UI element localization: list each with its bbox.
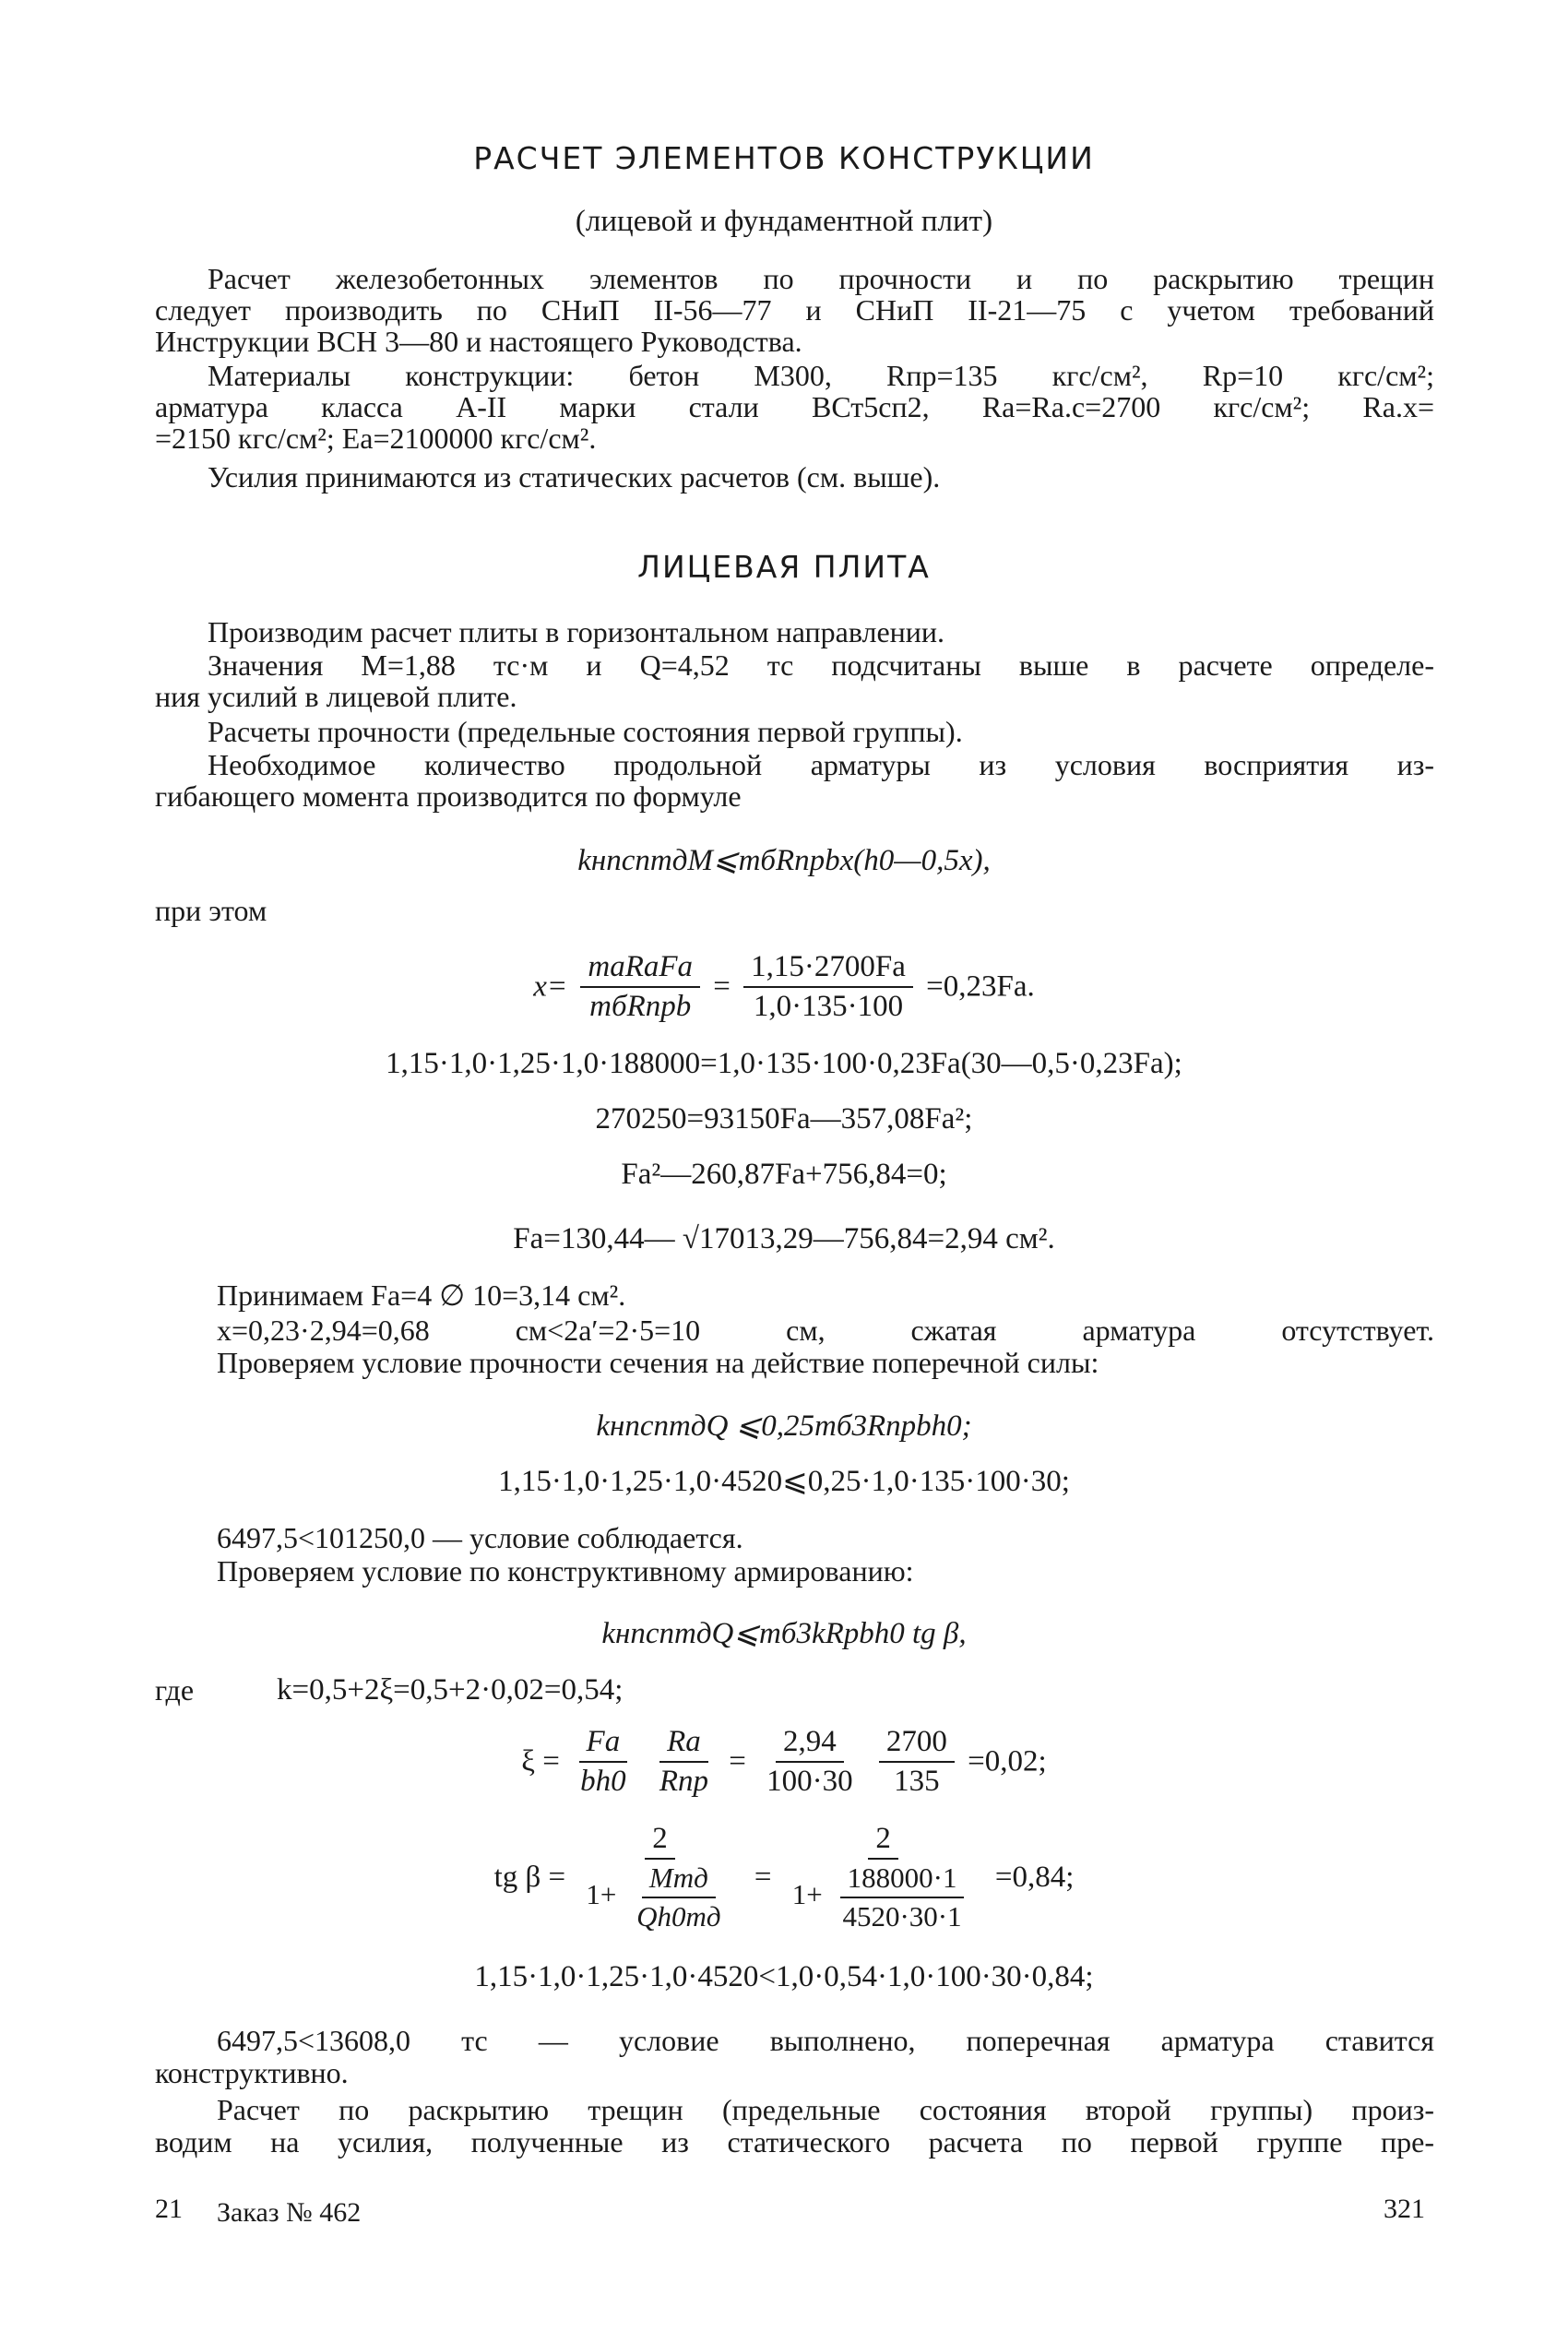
formula-quadratic: Fа²—260,87Fа+756,84=0; xyxy=(621,1158,947,1191)
sheet-number: 21 xyxy=(155,2194,183,2224)
denominator: 1,0·135·100 xyxy=(753,990,904,1023)
formula-xi-lhs: ξ = xyxy=(521,1744,560,1778)
formula-shear-condition: kнnсnmдQ ⩽0,25mб3Rпрbh0; xyxy=(596,1409,972,1443)
intro-p2-line2: арматура класса А-II марки стали ВСт5сп2, Rа=Rа.с=2700 кгс/см²; Rа.х= xyxy=(155,390,1434,423)
numerator: Rа xyxy=(659,1725,708,1763)
denominator: mбRпрb xyxy=(589,990,692,1023)
inner-fraction xyxy=(835,1861,968,1933)
numerator: mаRаFа xyxy=(580,950,700,988)
order-number: Заказ № 462 xyxy=(217,2197,362,2228)
body-line: Принимаем Fа=4 ∅ 10=3,14 см². xyxy=(217,1279,626,1312)
section-title: ЛИЦЕВАЯ ПЛИТА xyxy=(637,549,931,585)
intro-p1-line2: следует производить по СНиП II-56—77 и СНиП II-21—75 с учетом требований xyxy=(155,293,1434,327)
formula-tg-beta-lhs: tg β = xyxy=(493,1861,566,1894)
result: =0,84; xyxy=(994,1861,1075,1894)
denominator: 100·30 xyxy=(766,1765,853,1798)
fraction xyxy=(743,950,913,1024)
formula-construct-condition: kнnсnmдQ⩽mб3kRрbh0 tg β, xyxy=(601,1617,967,1650)
denominator: Qh0mд xyxy=(636,1900,721,1933)
body-line: Значения M=1,88 тс·м и Q=4,52 тс подсчитаны выше в расчете определе- xyxy=(208,648,1434,682)
text-gde: где xyxy=(155,1673,195,1707)
body-line: Необходимое количество продольной арматуры из условия восприятия из- xyxy=(208,748,1434,781)
numerator: 2,94 xyxy=(776,1725,844,1763)
formula-x-lhs: x= xyxy=(533,969,568,1004)
fraction xyxy=(879,1725,955,1799)
formula-root: Fа=130,44— √17013,29—756,84=2,94 см². xyxy=(513,1222,1055,1255)
numerator: 188000·1 xyxy=(840,1861,965,1898)
denominator-prefix: 1+ xyxy=(586,1878,617,1911)
result: =0,02; xyxy=(968,1744,1047,1778)
denominator-prefix: 1+ xyxy=(791,1878,823,1911)
body-line: Проверяем условие по конструктивному армированию: xyxy=(217,1554,914,1588)
intro-p1-line1: Расчет железобетонных элементов по прочности и по раскрытию трещин xyxy=(208,262,1434,295)
body-line: Расчет по раскрытию трещин (предельные состояния второй группы) произ- xyxy=(217,2093,1434,2126)
intro-p2-line3: =2150 кгс/см²; Eа=2100000 кгс/см². xyxy=(155,422,597,455)
body-line: гибающего момента производится по формуле xyxy=(155,779,742,813)
fraction xyxy=(785,1822,982,1933)
equals: = xyxy=(713,969,731,1004)
intro-p3: Усилия принимаются из статических расчетов (см. выше). xyxy=(208,460,941,494)
body-line: водим на усилия, полученные из статического расчета по первой группе пре- xyxy=(155,2125,1434,2159)
denominator xyxy=(785,1860,982,1933)
body-line: Расчеты прочности (предельные состояния первой группы). xyxy=(208,715,963,748)
equals: = xyxy=(754,1861,772,1894)
formula-x xyxy=(0,950,1568,1024)
denominator: 4520·30·1 xyxy=(842,1900,962,1933)
numerator: 1,15·2700Fа xyxy=(743,950,913,988)
fraction xyxy=(652,1725,716,1799)
text-pri-etom: при этом xyxy=(155,894,267,927)
result: =0,23Fа. xyxy=(926,969,1035,1004)
formula-k: k=0,5+2ξ=0,5+2·0,02=0,54; xyxy=(277,1673,624,1707)
formula-moment-condition: kнnсnmдM⩽mбRпрbx(h0—0,5x), xyxy=(577,844,991,877)
formula-shear-substitution: 1,15·1,0·1,25·1,0·4520⩽0,25·1,0·135·100·30; xyxy=(498,1465,1070,1498)
body-line: конструктивно. xyxy=(155,2056,349,2089)
fraction xyxy=(573,1725,634,1799)
equals: = xyxy=(729,1744,746,1778)
fraction xyxy=(578,1822,741,1933)
formula-substitution: 1,15·1,0·1,25·1,0·188000=1,0·135·100·0,23Fа(30—0,5·0,23Fа); xyxy=(386,1047,1182,1080)
numerator: 2 xyxy=(645,1822,675,1860)
formula-construct-substitution: 1,15·1,0·1,25·1,0·4520<1,0·0,54·1,0·100·30·0,84; xyxy=(474,1960,1094,1993)
formula-tg-beta xyxy=(0,1822,1568,1933)
denominator: 135 xyxy=(894,1765,940,1798)
fraction xyxy=(580,950,700,1024)
denominator xyxy=(578,1860,741,1933)
formula-xi xyxy=(0,1725,1568,1799)
numerator: 2 xyxy=(868,1822,898,1860)
numerator: 2700 xyxy=(879,1725,955,1763)
fraction xyxy=(759,1725,861,1799)
page-number: 321 xyxy=(1384,2194,1425,2224)
intro-p1-line3: Инструкции ВСН 3—80 и настоящего Руководства. xyxy=(155,325,802,358)
body-line: 6497,5<101250,0 — условие соблюдается. xyxy=(217,1521,743,1554)
numerator: Fа xyxy=(579,1725,628,1763)
body-line: x=0,23·2,94=0,68 см<2a′=2·5=10 см, сжатая арматура отсутствует. xyxy=(217,1314,1434,1347)
inner-fraction xyxy=(629,1861,728,1933)
formula-expanded: 270250=93150Fа—357,08Fа²; xyxy=(595,1102,973,1136)
denominator: Rпр xyxy=(659,1765,709,1798)
page-subtitle: (лицевой и фундаментной плит) xyxy=(575,205,993,238)
intro-p2-line1: Материалы конструкции: бетон М300, Rпр=135 кгс/см², Rр=10 кгс/см²; xyxy=(208,359,1434,392)
page-title: РАСЧЕТ ЭЛЕМЕНТОВ КОНСТРУКЦИИ xyxy=(473,140,1095,176)
numerator: Mmд xyxy=(642,1861,716,1898)
denominator: bh0 xyxy=(580,1765,626,1798)
body-line: Производим расчет плиты в горизонтальном направлении. xyxy=(208,615,945,648)
body-line: ния усилий в лицевой плите. xyxy=(155,680,517,713)
body-line: 6497,5<13608,0 тс — условие выполнено, поперечная арматура ставится xyxy=(217,2024,1434,2057)
body-line: Проверяем условие прочности сечения на действие поперечной силы: xyxy=(217,1346,1099,1379)
